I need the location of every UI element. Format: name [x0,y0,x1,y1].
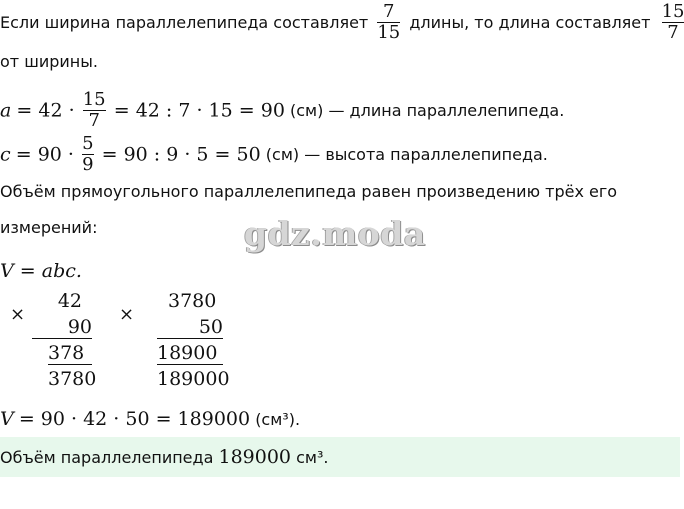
answer-line [0,446,328,468]
mult2-partial-1: 18900 [157,342,223,365]
variable-a: a [0,99,12,122]
height-caption: (см) — высота параллелепипеда. [265,145,548,164]
variable-v: V [0,260,14,282]
watermark-logo: gdz.moda [244,214,426,253]
fraction-5-9 [82,134,93,175]
fraction-15-7 [662,2,684,43]
expression-part2: = 90 : 9 · 5 = 50 [101,143,261,166]
mult1-product: 3780 [48,368,97,390]
mult1-factor-b: 90 [32,316,92,339]
fraction-7-15 [377,2,400,43]
equals-sign: = [19,260,36,282]
fraction-denominator: 9 [82,154,94,175]
fraction-numerator: 15 [82,89,106,110]
fraction-numerator: 5 [82,133,94,154]
mult2-product: 189000 [157,368,230,390]
volume-formula [0,260,82,282]
result-unit: (см³). [255,410,301,429]
expression-part1: = 90 · [15,143,74,166]
text-line-1 [0,2,684,43]
fraction-denominator: 7 [662,22,684,43]
math-line-height [0,134,548,175]
mult2-factor-a: 3780 [168,290,217,312]
fraction-denominator: 7 [83,110,106,131]
mult1-factor-a: 42 [57,290,82,312]
expression-part2: = 42 : 7 · 15 = 90 [113,99,285,122]
fraction-denominator: 15 [377,22,401,43]
text-line-2: от ширины. [0,52,98,71]
fraction-15-7 [83,90,106,131]
formula-rhs: abc. [41,260,82,282]
multiplication-sign-1: × [10,304,26,325]
variable-v: V [0,408,14,430]
answer-value: 189000 [218,446,292,468]
multiplication-sign-2: × [119,304,135,325]
answer-box [0,437,680,477]
fraction-numerator: 7 [383,1,395,22]
mult2-factor-b: 50 [157,316,223,339]
answer-text: Объём параллелепипеда [0,448,214,467]
answer-unit: см³. [296,448,329,467]
volume-result [0,408,300,430]
expression-part1: = 42 · [16,99,75,122]
line1-text-a: Если ширина параллелепипеда составляет [0,13,369,32]
result-expression: = 90 · 42 · 50 = 189000 [18,408,251,430]
line1-text-b: длины, то длина составляет [409,13,651,32]
math-line-length [0,90,564,131]
fraction-numerator: 15 [661,1,684,22]
variable-c: c [0,143,11,166]
length-caption: (см) — длина параллелепипеда. [290,101,565,120]
text-line-5: Объём прямоугольного параллелепипеда равен произведению трёх его [0,182,618,201]
mult1-partial-1: 378 [48,342,92,365]
text-line-6: измерений: [0,218,98,237]
